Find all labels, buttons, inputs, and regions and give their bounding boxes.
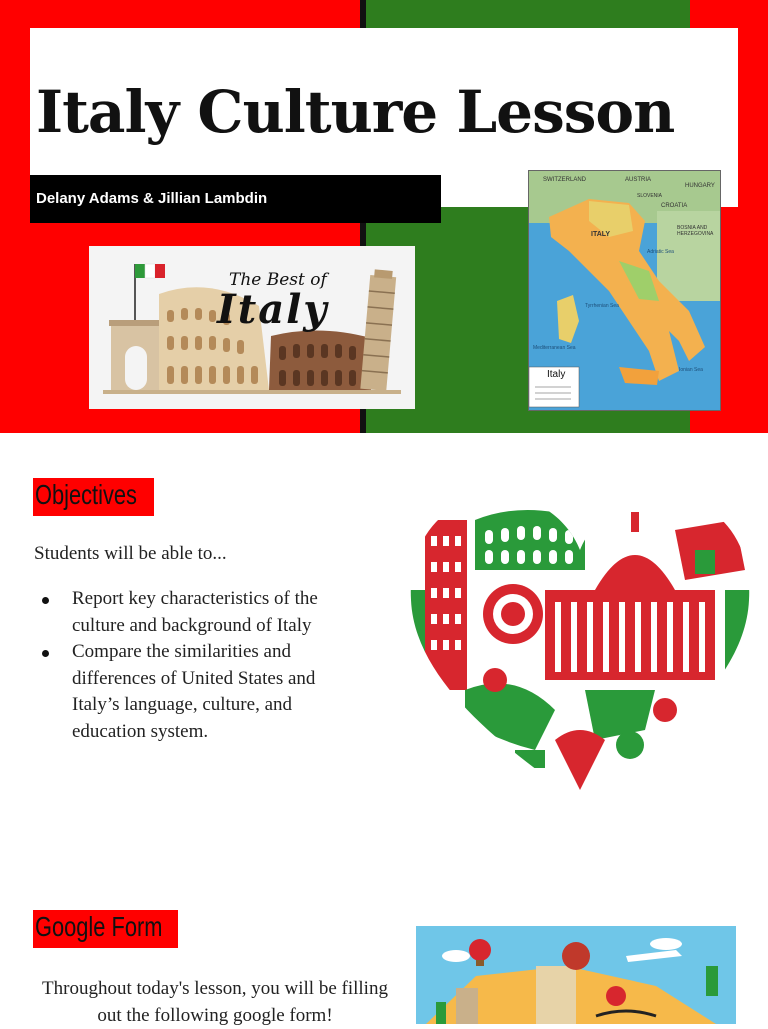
list-item (34, 639, 364, 745)
map-label-bosnia: BOSNIA AND HERZEGOVINA (677, 225, 714, 237)
map-label-switzerland: SWITZERLAND (543, 177, 587, 183)
objective-text: Report key characteristics of the culture and background of Italy (72, 588, 318, 636)
list-item (34, 586, 364, 639)
map-label-slovenia: SLOVENIA (637, 193, 663, 199)
google-form-heading: Google Form (35, 911, 163, 942)
map-legend-title: Italy (547, 369, 566, 380)
map-sea-adriatic: Adriatic Sea (647, 249, 674, 255)
italy-caption: Italy (217, 286, 329, 333)
map-label-croatia: CROATIA (661, 203, 688, 209)
map-sea-ionian: Ionian Sea (679, 367, 703, 373)
page-title: Italy Culture Lesson (36, 78, 675, 146)
bullet-icon (42, 650, 49, 657)
google-form-text: Throughout today's lesson, you will be filling out the following google form! (42, 978, 388, 1026)
objectives-list (34, 586, 364, 745)
objectives-heading: Objectives (35, 479, 137, 510)
italy-map (528, 170, 721, 411)
italy-heart-image (405, 490, 755, 802)
map-country-label: ITALY (591, 231, 611, 238)
map-label-austria: AUSTRIA (625, 177, 652, 183)
title-slide (0, 0, 768, 433)
travel-illustration (416, 926, 736, 1024)
map-sea-mediterranean: Mediterranean Sea (533, 345, 576, 351)
map-sea-tyrrhenian: Tyrrhenian Sea (585, 303, 619, 309)
objectives-intro: Students will be able to... (34, 543, 227, 564)
map-label-hungary: HUNGARY (685, 183, 715, 189)
green-band (366, 0, 690, 28)
bullet-icon (42, 597, 49, 604)
best-of-italy-image (89, 246, 415, 409)
authors-text: Delany Adams & Jillian Lambdin (36, 190, 268, 207)
objective-text: Compare the similarities and differences of United States and Italy’s language, culture, and education system. (72, 641, 316, 742)
best-of-caption: The Best of (229, 270, 327, 290)
